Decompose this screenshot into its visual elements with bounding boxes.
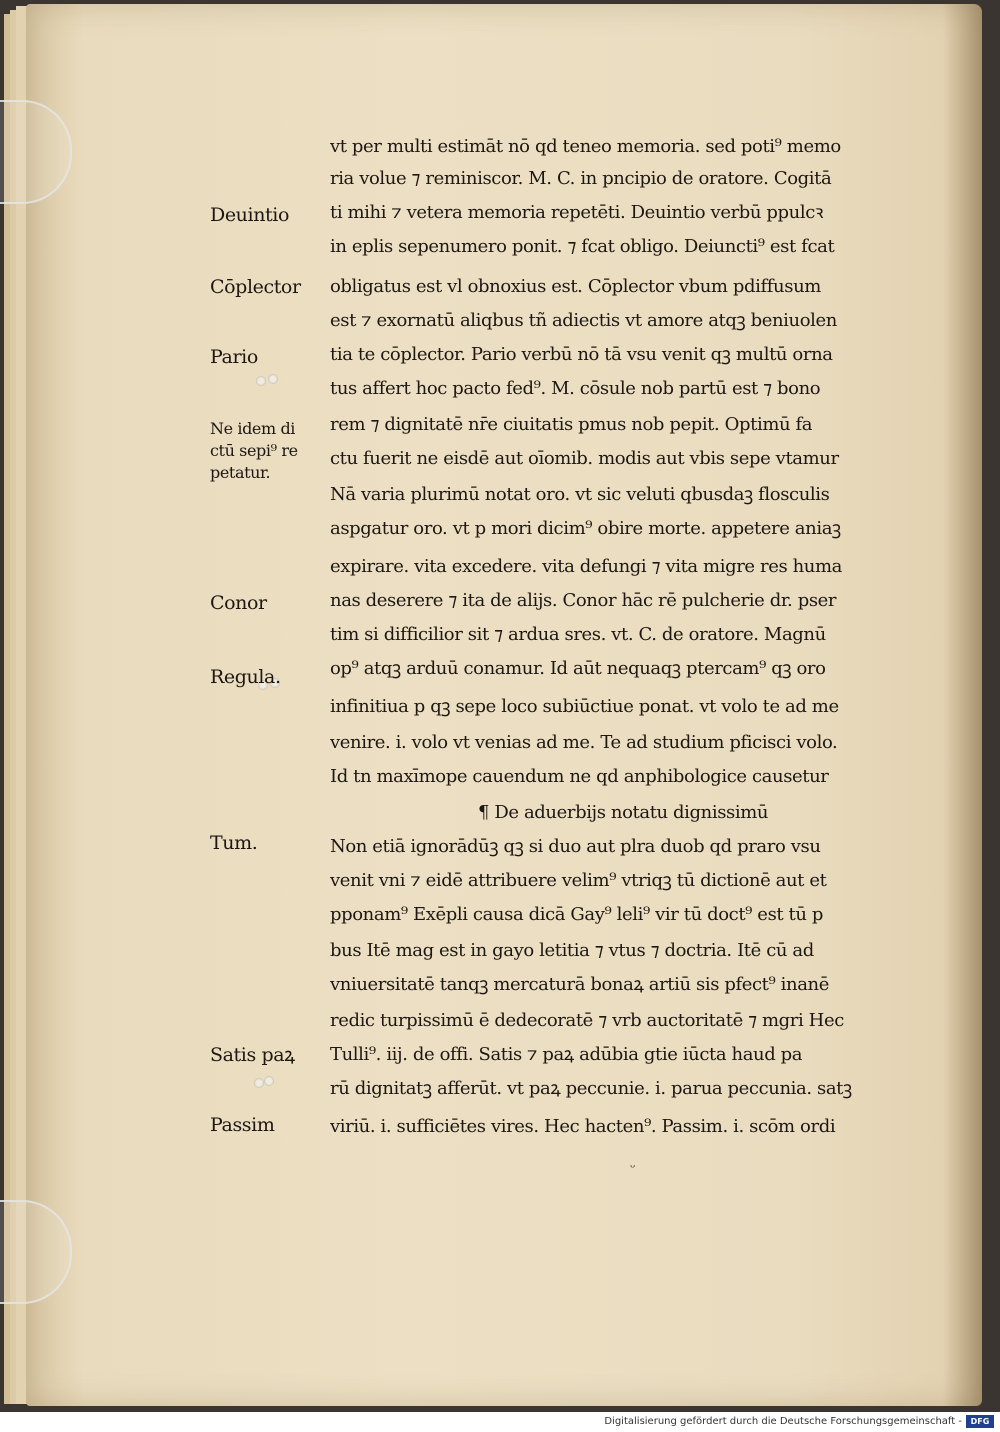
margin-note: Ne idem di ctū sepi⁹ re petatur. (210, 419, 298, 482)
section-heading: ¶ De aduerbijs notatu dignissimū (478, 802, 769, 823)
margin-note: Regula. (210, 666, 281, 688)
text-line: venire. i. volo vt venias ad me. Te ad studium pficisci volo. (330, 732, 838, 753)
text-line: rem ⁊ dignitatē nr̄e ciuitatis pmus nob pepit. Optimū fa (330, 414, 813, 435)
text-line: bus Itē mag est in gayo letitia ⁊ vtus ⁊ doctria. Itē cū ad (330, 940, 814, 961)
text-line: infinitiua p qꝫ sepe loco subiūctiue ponat. vt volo te ad me (330, 696, 839, 717)
text-line: Nā varia plurimū notat oro. vt sic veluti qbusdaꝫ flosculis (330, 484, 830, 505)
worm-hole (268, 374, 278, 384)
text-line: rū dignitatꝫ afferūt. vt paꝝ peccunie. i. parua peccunia. satꝫ (330, 1078, 852, 1099)
text-line: aspgatur oro. vt p mori dicim⁹ obire morte. appetere aniaꝫ (330, 518, 841, 539)
text-line: tim si difficilior sit ⁊ ardua sres. vt. C. de oratore. Magnū (330, 624, 826, 645)
text-line: nas deserere ⁊ ita de alijs. Conor hāc rē pulcherie dr. pser (330, 590, 837, 611)
margin-note: Passim (210, 1114, 275, 1136)
text-line: Id tn maxīmope cauendum ne qd anphibologice causetur (330, 766, 829, 787)
page-gutter-shadow (942, 4, 982, 1406)
text-line: tus affert hoc pacto fed⁹. M. cōsule nob partū est ⁊ bono (330, 378, 821, 399)
funding-credit: Digitalisierung gefördert durch die Deutsche Forschungsgemeinschaft - (604, 1416, 962, 1427)
text-line: op⁹ atqꝫ arduū conamur. Id aūt nequaqꝫ ptercam⁹ qꝫ oro (330, 658, 826, 679)
margin-note: Satis paꝝ (210, 1044, 295, 1066)
text-line: ti mihi ⁊ vetera memoria repetēti. Deuintio verbū ppulcꝛ (330, 202, 824, 223)
text-line: ria volue ⁊ reminiscor. M. C. in pncipio de oratore. Cogitā (330, 168, 832, 189)
text-line: in eplis sepenumero ponit. ⁊ fcat obligo. Deiuncti⁹ est fcat (330, 236, 835, 257)
text-line: expirare. vita excedere. vita defungi ⁊ vita migre res huma (330, 556, 842, 577)
margin-note: Pario (210, 346, 258, 368)
text-line: redic turpissimū ē dedecoratē ⁊ vrb auctoritatē ⁊ mgri Hec (330, 1010, 844, 1031)
text-line: est ⁊ exornatū aliqbus tñ adiectis vt amore atqꝫ beniuolen (330, 310, 837, 331)
text-line: ctu fuerit ne eisdē aut oīomib. modis aut vbis sepe vtamur (330, 448, 839, 469)
text-line: tia te cōplector. Pario verbū nō tā vsu venit qꝫ multū orna (330, 344, 833, 365)
dfg-logo: DFG (966, 1415, 994, 1428)
margin-note: Cōplector (210, 276, 301, 298)
worm-hole (254, 1078, 264, 1088)
footer (0, 1412, 1000, 1432)
text-line: Non etiā ignorādūꝫ qꝫ si duo aut plra duob qd praro vsu (330, 836, 821, 857)
margin-note: Deuintio (210, 204, 289, 226)
ink-speck: ᵕ (630, 1160, 636, 1176)
text-line: viriū. i. sufficiētes vires. Hec hacten⁹. Passim. i. scōm ordi (330, 1116, 836, 1137)
text-line: pponam⁹ Exēpli causa dicā Gay⁹ leli⁹ vir tū doct⁹ est tū p (330, 904, 824, 925)
text-line: vt per multi estimāt nō qd teneo memoria. sed poti⁹ memo (330, 136, 841, 157)
margin-note: Conor (210, 592, 267, 614)
text-line: Tulli⁹. iij. de offi. Satis ⁊ paꝝ adūbia gtie iūcta haud pa (330, 1044, 803, 1065)
worm-hole (264, 1076, 274, 1086)
worm-hole (256, 376, 266, 386)
text-line: venit vni ⁊ eidē attribuere velim⁹ vtriqꝫ tū dictionē aut et (330, 870, 827, 891)
text-line: vniuersitatē tanqꝫ mercaturā bonaꝝ artiū sis pfect⁹ inanē (330, 974, 829, 995)
margin-note: Tum. (210, 832, 258, 854)
text-line: obligatus est vl obnoxius est. Cōplector vbum pdiffusum (330, 276, 821, 297)
